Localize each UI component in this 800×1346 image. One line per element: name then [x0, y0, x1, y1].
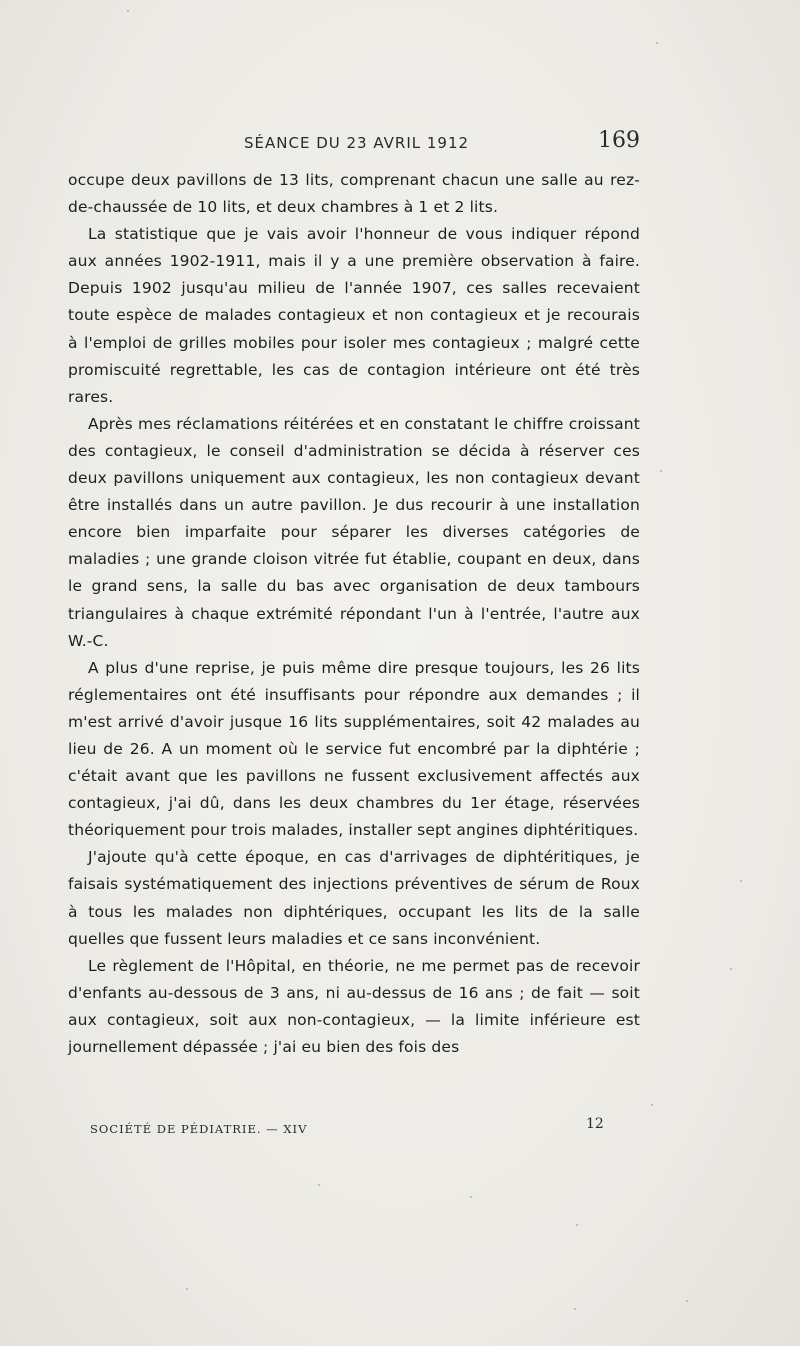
- paper-speck: [576, 1224, 578, 1226]
- signature-mark: 12: [586, 1116, 604, 1132]
- paper-speck: [186, 1288, 188, 1290]
- page-footer: [0, 1116, 800, 1140]
- paper-speck: [660, 470, 662, 472]
- body-text: [68, 167, 640, 1061]
- paper-speck: [651, 1104, 653, 1106]
- page-header: [0, 128, 800, 158]
- paper-speck: [574, 1308, 576, 1310]
- paper-speck: [686, 1300, 688, 1302]
- paragraph-6: Le règlement de l'Hôpital, en théorie, ne me permet pas de recevoir d'enfants au-dessous de 3 ans, ni au-dessus de 16 ans ; de fait — soit aux contagieux, soit aux non-contagieux, — la limite inférieure est journellement dépassée ; j'ai eu bien des fois des: [68, 956, 640, 1056]
- paragraph-1: occupe deux pavillons de 13 lits, comprenant chacun une salle au rez-de-chaussée de 10 lits, et deux chambres à 1 et 2 lits.: [68, 171, 640, 217]
- signature-line: SOCIÉTÉ DE PÉDIATRIE. — XIV: [90, 1122, 308, 1136]
- paper-speck: [656, 42, 658, 44]
- paragraph-5: J'ajoute qu'à cette époque, en cas d'arrivages de diphtéritiques, je faisais systématiquement des injections préventives de sérum de Roux à tous les malades non diphtériques, occupant les lits de la salle quelles que fussent leurs maladies et ce sans inconvénient.: [68, 848, 640, 948]
- paper-speck: [730, 968, 732, 970]
- paragraph-3: Après mes réclamations réitérées et en constatant le chiffre croissant des contagieux, le conseil d'administration se décida à réserver ces deux pavillons uniquement aux contagieux, les non contagieux devant être installés dans un autre pavillon. Je dus recourir à une installation encore bien imparfaite pour séparer les diverses catégories de maladies ; une grande cloison vitrée fut établie, coupant en deux, dans le grand sens, la salle du bas avec organisation de deux tambours triangulaires à chaque extrémité répondant l'un à l'entrée, l'autre aux W.-C.: [68, 414, 640, 650]
- paper-speck: [470, 1196, 472, 1198]
- running-head: SÉANCE DU 23 AVRIL 1912: [244, 134, 470, 152]
- paper-speck: [318, 1184, 320, 1186]
- paragraph-4: A plus d'une reprise, je puis même dire presque toujours, les 26 lits réglementaires ont été insuffisants pour répondre aux demandes ; il m'est arrivé d'avoir jusque 16 lits supplémentaires, soit 42 malades au lieu de 26. A un moment où le service fut encombré par la diphtérie ; c'était avant que les pavillons ne fussent exclusivement affectés aux contagieux, j'ai dû, dans les deux chambres du 1er étage, réservées théoriquement pour trois malades, installer sept angines diphtéritiques.: [68, 658, 640, 840]
- page-number: 169: [598, 128, 640, 153]
- paper-speck: [127, 10, 129, 12]
- paragraph-2: La statistique que je vais avoir l'honneur de vous indiquer répond aux années 1902-1911, mais il y a une première observation à faire. Depuis 1902 jusqu'au milieu de l'année 1907, ces salles recevaient toute espèce de malades contagieux et non contagieux et je recourais à l'emploi de grilles mobiles pour isoler mes contagieux ; malgré cette promiscuité regrettable, les cas de contagion intérieure ont été très rares.: [68, 225, 640, 406]
- paper-speck: [740, 880, 742, 882]
